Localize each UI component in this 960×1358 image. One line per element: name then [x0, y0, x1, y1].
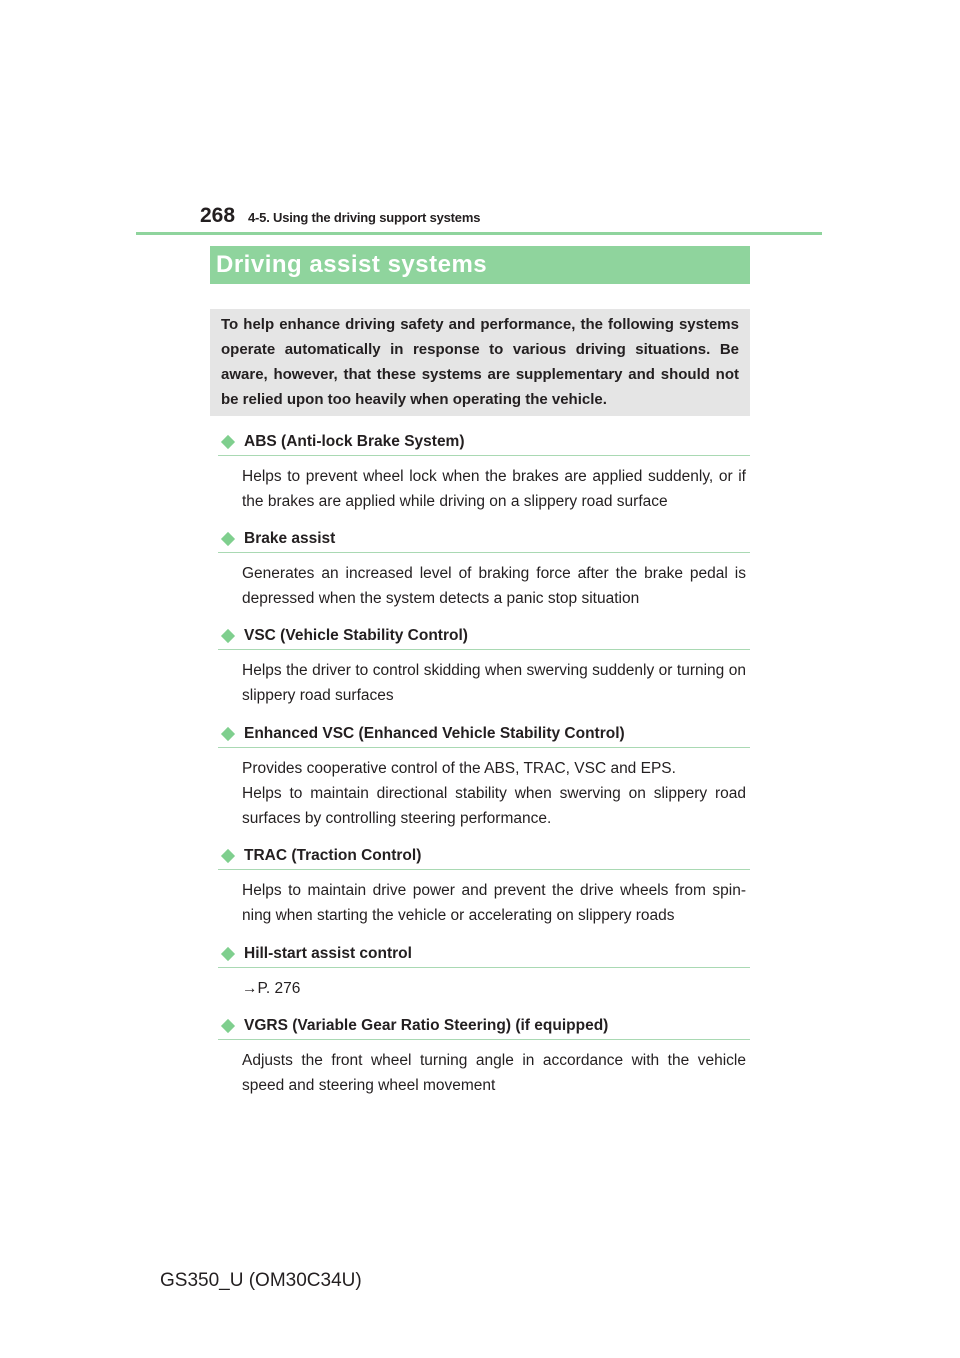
list-item-enhanced-vsc — [218, 720, 750, 831]
item-heading — [218, 842, 750, 870]
list-item-vsc — [218, 622, 750, 708]
item-title: Brake assist — [244, 529, 336, 547]
item-text: Generates an increased level of braking force after the brake pedal is depressed when the system detects a panic stop situation — [242, 565, 746, 607]
section-title-bar — [210, 246, 750, 284]
item-title: VSC (Vehicle Stability Control) — [244, 626, 468, 644]
item-text: Provides cooperative control of the ABS, TRAC, VSC and EPS. — [242, 760, 676, 777]
item-heading — [218, 940, 750, 968]
item-description — [242, 878, 746, 928]
page-reference-link[interactable]: →P. 276 — [242, 980, 301, 997]
footer-model-code: GS350_U (OM30C34U) — [160, 1270, 362, 1291]
item-description — [242, 561, 746, 611]
item-title: Hill-start assist control — [244, 944, 412, 962]
item-heading — [218, 428, 750, 456]
item-description — [242, 464, 746, 514]
diamond-bullet-icon — [221, 726, 235, 740]
diamond-bullet-icon — [221, 946, 235, 960]
page-title: Driving assist systems — [216, 251, 488, 278]
intro-box — [210, 309, 750, 416]
item-text: Adjusts the front wheel turning angle in accordance with the vehicle speed and steering wheel movement — [242, 1052, 746, 1094]
item-text: Helps to maintain drive power and prevent the drive wheels from spin-ning when starting the vehicle or accelerating on slippery roads — [242, 882, 746, 924]
diamond-bullet-icon — [221, 1018, 235, 1032]
item-title: ABS (Anti-lock Brake System) — [244, 432, 465, 450]
section-label: 4-5. Using the driving support systems — [248, 210, 481, 225]
list-item-trac — [218, 842, 750, 928]
item-description — [242, 976, 746, 1001]
item-text: Helps to prevent wheel lock when the brakes are applied suddenly, or if the brakes are applied while driving on a slippery road surface — [242, 468, 746, 510]
intro-text: To help enhance driving safety and performance, the following systems operate automatically in response to various driving situations. Be aware, however, that these systems are supplementary and should not be relied upon too heavily when operating the vehicle. — [221, 316, 739, 408]
page-number: 268 — [200, 204, 236, 227]
list-item-brake-assist — [218, 525, 750, 611]
item-description — [242, 1048, 746, 1098]
item-description — [242, 756, 746, 831]
page-header — [200, 200, 820, 232]
item-heading — [218, 1012, 750, 1040]
item-text: Helps to maintain directional stability when swerving on slippery road surfaces by controlling steering performance. — [242, 785, 746, 827]
list-item-vgrs — [218, 1012, 750, 1098]
list-item-hill-start-assist — [218, 940, 750, 1001]
item-title: Enhanced VSC (Enhanced Vehicle Stability Control) — [244, 724, 625, 742]
item-heading — [218, 720, 750, 748]
item-title: VGRS (Variable Gear Ratio Steering) (if equipped) — [244, 1016, 609, 1034]
item-text: Helps the driver to control skidding when swerving suddenly or turning on slippery road surfaces — [242, 662, 746, 704]
list-item-abs — [218, 428, 750, 514]
item-heading — [218, 622, 750, 650]
diamond-bullet-icon — [221, 628, 235, 642]
item-heading — [218, 525, 750, 553]
item-description — [242, 658, 746, 708]
diamond-bullet-icon — [221, 531, 235, 545]
item-title: TRAC (Traction Control) — [244, 846, 422, 864]
diamond-bullet-icon — [221, 434, 235, 448]
header-divider — [136, 232, 822, 235]
diamond-bullet-icon — [221, 848, 235, 862]
